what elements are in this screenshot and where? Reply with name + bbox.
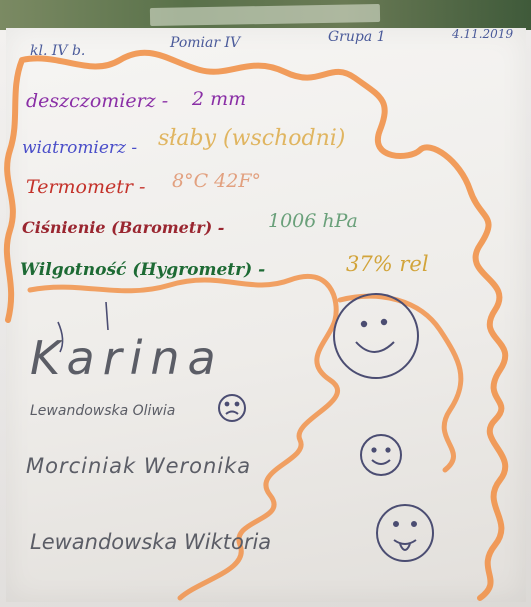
measurement-value-3: 8°C 42F° <box>172 170 262 192</box>
signature-oliwia: Lewandowska Oliwia <box>30 403 176 419</box>
measurement-instrument-2: wiatromierz - <box>22 138 138 158</box>
signature-weronika: Morciniak Weronika <box>26 454 252 478</box>
measurement-instrument-4: Ciśnienie (Barometr) - <box>22 218 225 237</box>
date-label: 4.11.2019 <box>452 27 514 41</box>
group-label: Grupa 1 <box>328 29 386 45</box>
signature-karina: Karina <box>30 331 224 385</box>
tongue-face-icon <box>377 505 433 561</box>
measurement-value-5: 37% rel <box>346 252 429 276</box>
smiley-face-icon <box>361 435 401 475</box>
orange-inner-path-2 <box>340 296 461 470</box>
measurement-instrument-3: Termometr - <box>26 176 146 198</box>
measurement-value-2: słaby (wschodni) <box>158 126 346 151</box>
measurement-value-1: 2 mm <box>192 88 247 110</box>
smiley-face-icon <box>334 294 418 378</box>
measurement-instrument-1: deszczomierz - <box>26 90 169 112</box>
measurement-instrument-5: Wilgotność (Hygrometr) - <box>20 260 266 280</box>
page-title: Pomiar IV <box>170 35 241 51</box>
class-label: kl. IV b. <box>30 43 86 59</box>
frown-face-icon <box>219 395 245 421</box>
signature-wiktoria: Lewandowska Wiktoria <box>30 530 272 554</box>
measurement-value-4: 1006 hPa <box>268 210 358 232</box>
